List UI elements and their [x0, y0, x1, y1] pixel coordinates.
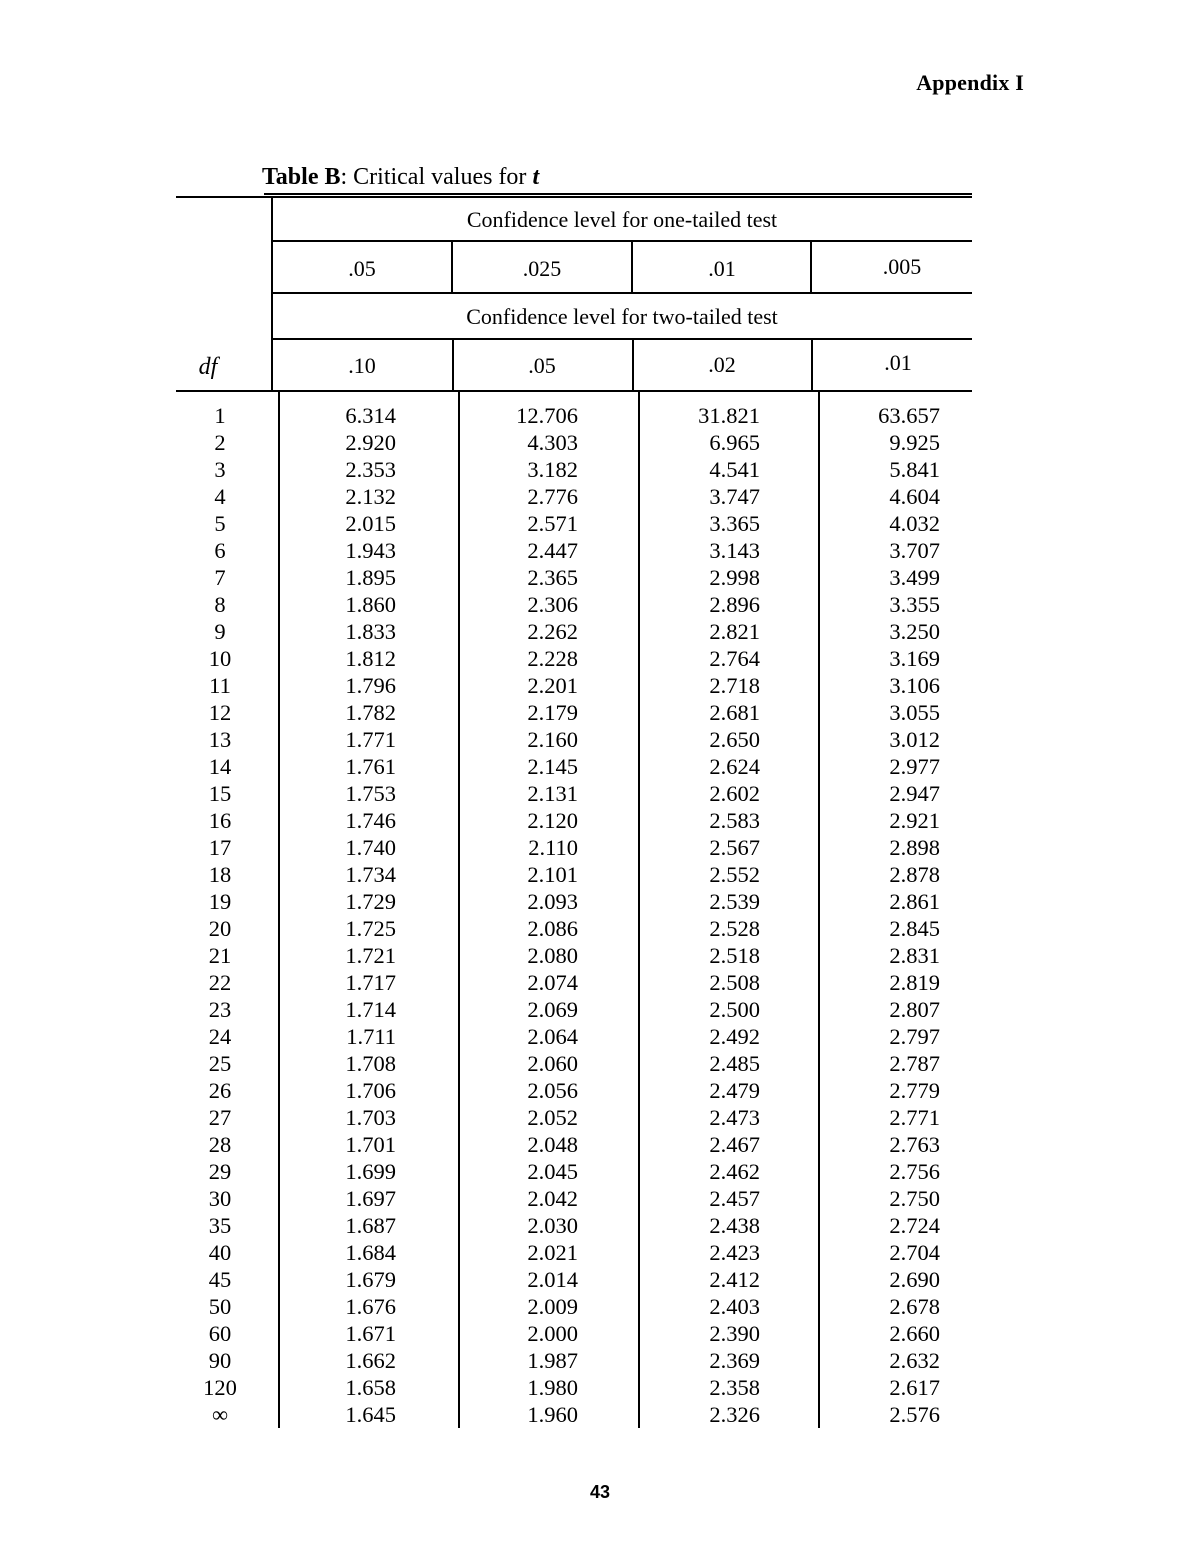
- table-cell: 4.604: [889, 484, 940, 509]
- table-cell: 2.508: [709, 970, 760, 995]
- table-cell: 14: [208, 754, 232, 779]
- table-cell: 2.845: [889, 916, 940, 941]
- table-cell: 2.576: [889, 1402, 940, 1427]
- table-cell: 2.797: [889, 1024, 940, 1049]
- table-cell: 2.756: [889, 1159, 940, 1184]
- table-cell: 1.717: [345, 970, 396, 995]
- table-cell: 1.746: [345, 808, 396, 833]
- table-cell: 2.145: [527, 754, 578, 779]
- table-cell: 6.314: [345, 403, 396, 428]
- table-cell: 3.499: [889, 565, 940, 590]
- table-cell: 31.821: [698, 403, 760, 428]
- table-cell: 2.069: [527, 997, 578, 1022]
- table-cell: 2.896: [709, 592, 760, 617]
- table-cell: 63.657: [878, 403, 940, 428]
- table-cell: 2.369: [709, 1348, 760, 1373]
- table-cell: 29: [208, 1159, 232, 1184]
- table-cell: 2.567: [709, 835, 760, 860]
- table-cell: 2.479: [709, 1078, 760, 1103]
- table-cell: 3.169: [889, 646, 940, 671]
- table-cell: 3.365: [709, 511, 760, 536]
- table-cell: 1.771: [345, 727, 396, 752]
- table-cell: 1.658: [345, 1375, 396, 1400]
- table-cell: 6: [214, 538, 226, 563]
- table-cell: 1.740: [345, 835, 396, 860]
- table-cell: 2.704: [889, 1240, 940, 1265]
- table-cell: 1.734: [345, 862, 396, 887]
- table-cell: 3.250: [889, 619, 940, 644]
- table-cell: 20: [208, 916, 232, 941]
- table-cell: 11: [209, 673, 231, 698]
- table-cell: 4.032: [889, 511, 940, 536]
- table-cell: 2.763: [889, 1132, 940, 1157]
- table-cell: 3: [214, 457, 226, 482]
- rule-two-tailed: [272, 338, 972, 340]
- table-cell: 18: [208, 862, 232, 887]
- table-cell: 2.473: [709, 1105, 760, 1130]
- table-cell: 2.998: [709, 565, 760, 590]
- table-cell: 2.764: [709, 646, 760, 671]
- table-cell: 3.747: [709, 484, 760, 509]
- table-cell: 2.358: [709, 1375, 760, 1400]
- table-cell: 2.921: [889, 808, 940, 833]
- table-cell: 2.819: [889, 970, 940, 995]
- table-cell: 2.228: [527, 646, 578, 671]
- table-cell: 3.143: [709, 538, 760, 563]
- table-cell: 2.403: [709, 1294, 760, 1319]
- table-cell: 5: [214, 511, 226, 536]
- table-cell: 2.920: [345, 430, 396, 455]
- table-cell: 4.541: [709, 457, 760, 482]
- table-cell: 2.878: [889, 862, 940, 887]
- table-cell: 3.012: [889, 727, 940, 752]
- table-cell: 1.729: [345, 889, 396, 914]
- rule-one-tailed: [272, 240, 972, 242]
- table-cell: 2.861: [889, 889, 940, 914]
- table-cell: 2.412: [709, 1267, 760, 1292]
- two-tailed-header: Confidence level for two-tailed test: [466, 304, 778, 329]
- table-cell: 1.684: [345, 1240, 396, 1265]
- table-cell: 16: [208, 808, 232, 833]
- table-cell: 2.306: [527, 592, 578, 617]
- table-cell: 2.552: [709, 862, 760, 887]
- table-cell: 1.725: [345, 916, 396, 941]
- two-tailed-level-1: .10: [348, 353, 376, 378]
- table-cell: 2.201: [527, 673, 578, 698]
- table-cell: 2.052: [527, 1105, 578, 1130]
- table-cell: 35: [208, 1213, 232, 1238]
- table-cell: 2.120: [527, 808, 578, 833]
- table-cell: 1.699: [345, 1159, 396, 1184]
- table-cell: 5.841: [889, 457, 940, 482]
- table-cell: 2.632: [889, 1348, 940, 1373]
- df-header: df: [198, 354, 218, 380]
- table-cell: 120: [203, 1375, 237, 1400]
- table-cell: 1.960: [527, 1402, 578, 1427]
- table-cell: 1.687: [345, 1213, 396, 1238]
- table-cell: 1.812: [345, 646, 396, 671]
- table-cell: 2.660: [889, 1321, 940, 1346]
- table-cell: 1.796: [345, 673, 396, 698]
- table-cell: 60: [208, 1321, 232, 1346]
- table-cell: 2.132: [345, 484, 396, 509]
- table-cell: 2.779: [889, 1078, 940, 1103]
- table-cell: 2.021: [527, 1240, 578, 1265]
- table-cell: 28: [208, 1132, 232, 1157]
- table-cell: 2.624: [709, 754, 760, 779]
- table-cell: 19: [208, 889, 232, 914]
- table-cell: 10: [208, 646, 232, 671]
- one-tailed-level-1: .05: [348, 256, 376, 281]
- vline-left-body: [278, 392, 280, 1428]
- table-cell: 2.131: [527, 781, 578, 806]
- table-cell: 3.182: [527, 457, 578, 482]
- table-cell: 2.365: [527, 565, 578, 590]
- table-cell: 2.015: [345, 511, 396, 536]
- table-cell: 2.462: [709, 1159, 760, 1184]
- table-cell: 2.048: [527, 1132, 578, 1157]
- column-01: [866, 402, 940, 1428]
- table-cell: 2.423: [709, 1240, 760, 1265]
- table-cell: 2.457: [709, 1186, 760, 1211]
- table-cell: 2.179: [527, 700, 578, 725]
- table-cell: 1.708: [345, 1051, 396, 1076]
- table-title-bold: Table B: [262, 164, 341, 190]
- table-cell: 2.718: [709, 673, 760, 698]
- table-cell: 30: [208, 1186, 232, 1211]
- table-cell: 2.262: [527, 619, 578, 644]
- table-cell: 3.707: [889, 538, 940, 563]
- table-cell: 1.645: [345, 1402, 396, 1427]
- table-cell: 2.617: [889, 1375, 940, 1400]
- table-cell: 21: [208, 943, 232, 968]
- table-cell: 1.714: [345, 997, 396, 1022]
- table-cell: 2.776: [527, 484, 578, 509]
- table-cell: 1.676: [345, 1294, 396, 1319]
- table-cell: 17: [208, 835, 232, 860]
- table-cell: 50: [208, 1294, 232, 1319]
- table-cell: 2.571: [527, 511, 578, 536]
- table-cell: 4: [214, 484, 226, 509]
- table-cell: 12.706: [516, 403, 578, 428]
- table-cell: 25: [208, 1051, 232, 1076]
- table-cell: 2.771: [889, 1105, 940, 1130]
- table-cell: 90: [208, 1348, 232, 1373]
- table-cell: 2.000: [527, 1321, 578, 1346]
- table-cell: 2: [214, 430, 226, 455]
- table-cell: 4.303: [527, 430, 578, 455]
- vline-3-body: [818, 392, 820, 1428]
- table-cell: 1.701: [345, 1132, 396, 1157]
- column-05: [508, 402, 578, 1428]
- table-title-variable: t: [532, 164, 540, 190]
- table-cell: 1.721: [345, 943, 396, 968]
- table-title: [262, 164, 539, 191]
- one-tailed-level-4: .005: [882, 254, 922, 279]
- table-cell: 2.831: [889, 943, 940, 968]
- table-cell: 2.724: [889, 1213, 940, 1238]
- table-cell: 2.750: [889, 1186, 940, 1211]
- table-cell: 2.014: [527, 1267, 578, 1292]
- table-cell: 2.500: [709, 997, 760, 1022]
- table-cell: 1.895: [345, 565, 396, 590]
- table-cell: 2.390: [709, 1321, 760, 1346]
- table-cell: 2.528: [709, 916, 760, 941]
- table-cell: 13: [208, 727, 232, 752]
- table-cell: 2.678: [889, 1294, 940, 1319]
- df-column: [176, 402, 264, 1428]
- table-cell: 2.821: [709, 619, 760, 644]
- table-cell: 24: [208, 1024, 232, 1049]
- table-cell: 1.761: [345, 754, 396, 779]
- table-cell: 1.753: [345, 781, 396, 806]
- appendix-label: Appendix I: [916, 70, 1024, 95]
- table-title-rest: : Critical values for: [340, 164, 533, 190]
- table-cell: 2.056: [527, 1078, 578, 1103]
- one-tailed-header: Confidence level for one-tailed test: [466, 207, 778, 232]
- table-cell: 2.045: [527, 1159, 578, 1184]
- table-cell: 45: [208, 1267, 232, 1292]
- table-cell: 1.671: [345, 1321, 396, 1346]
- table-cell: 1.711: [346, 1024, 396, 1049]
- one-tailed-level-3: .01: [708, 256, 736, 281]
- table-cell: 40: [208, 1240, 232, 1265]
- table-cell: 1.703: [345, 1105, 396, 1130]
- table-cell: 3.055: [889, 700, 940, 725]
- table-cell: 3.106: [889, 673, 940, 698]
- table-cell: 2.074: [527, 970, 578, 995]
- table-cell: 2.492: [709, 1024, 760, 1049]
- table-cell: 2.690: [889, 1267, 940, 1292]
- table-cell: 2.042: [527, 1186, 578, 1211]
- table-cell: 1.860: [345, 592, 396, 617]
- table-cell: 1: [214, 403, 226, 428]
- table-cell: ∞: [211, 1402, 229, 1427]
- rule-one-tailed-levels: [272, 292, 972, 294]
- table-cell: 15: [208, 781, 232, 806]
- table-cell: 2.101: [527, 862, 578, 887]
- vline-1-body: [458, 392, 460, 1428]
- table-cell: 2.009: [527, 1294, 578, 1319]
- table-cell: 1.662: [345, 1348, 396, 1373]
- table-cell: 2.438: [709, 1213, 760, 1238]
- table-cell: 27: [208, 1105, 232, 1130]
- column-10: [336, 402, 396, 1428]
- table-cell: 2.539: [709, 889, 760, 914]
- table-cell: 6.965: [709, 430, 760, 455]
- table-cell: 2.326: [709, 1402, 760, 1427]
- table-cell: 3.355: [889, 592, 940, 617]
- table-cell: 2.947: [889, 781, 940, 806]
- table-cell: 9: [214, 619, 226, 644]
- table-cell: 9.925: [889, 430, 940, 455]
- table-cell: 8: [214, 592, 226, 617]
- table-cell: 23: [208, 997, 232, 1022]
- table-cell: 2.898: [889, 835, 940, 860]
- table-cell: 26: [208, 1078, 232, 1103]
- vline-2-body: [638, 392, 640, 1428]
- rule-header-bottom: [176, 390, 972, 392]
- page-number: 43: [589, 1482, 611, 1502]
- table-cell: 2.518: [709, 943, 760, 968]
- table-cell: 2.353: [345, 457, 396, 482]
- table-cell: 12: [208, 700, 232, 725]
- column-02: [686, 402, 760, 1428]
- table-cell: 2.681: [709, 700, 760, 725]
- rule-top: [176, 196, 972, 198]
- table-cell: 2.080: [527, 943, 578, 968]
- table-cell: 1.987: [527, 1348, 578, 1373]
- table-cell: 2.787: [889, 1051, 940, 1076]
- table-cell: 2.485: [709, 1051, 760, 1076]
- two-tailed-level-4: .01: [884, 350, 912, 375]
- two-tailed-level-3: .02: [708, 352, 736, 377]
- table-cell: 2.467: [709, 1132, 760, 1157]
- table-cell: 1.980: [527, 1375, 578, 1400]
- table-cell: 2.160: [527, 727, 578, 752]
- rule-under-title: [264, 193, 972, 195]
- two-tailed-level-2: .05: [528, 353, 556, 378]
- table-cell: 7: [214, 565, 226, 590]
- table-cell: 2.093: [527, 889, 578, 914]
- table-cell: 1.833: [345, 619, 396, 644]
- one-tailed-level-2: .025: [522, 256, 562, 281]
- table-cell: 1.679: [345, 1267, 396, 1292]
- table-cell: 2.110: [528, 835, 578, 860]
- table-cell: 2.086: [527, 916, 578, 941]
- table-cell: 1.706: [345, 1078, 396, 1103]
- table-cell: 2.060: [527, 1051, 578, 1076]
- table-cell: 1.697: [345, 1186, 396, 1211]
- table-cell: 2.447: [527, 538, 578, 563]
- table-cell: 1.943: [345, 538, 396, 563]
- table-cell: 1.782: [345, 700, 396, 725]
- table-cell: 2.807: [889, 997, 940, 1022]
- table-cell: 2.650: [709, 727, 760, 752]
- table-cell: 2.030: [527, 1213, 578, 1238]
- table-cell: 2.064: [527, 1024, 578, 1049]
- table-cell: 2.583: [709, 808, 760, 833]
- table-cell: 2.602: [709, 781, 760, 806]
- table-cell: 2.977: [889, 754, 940, 779]
- table-cell: 22: [208, 970, 232, 995]
